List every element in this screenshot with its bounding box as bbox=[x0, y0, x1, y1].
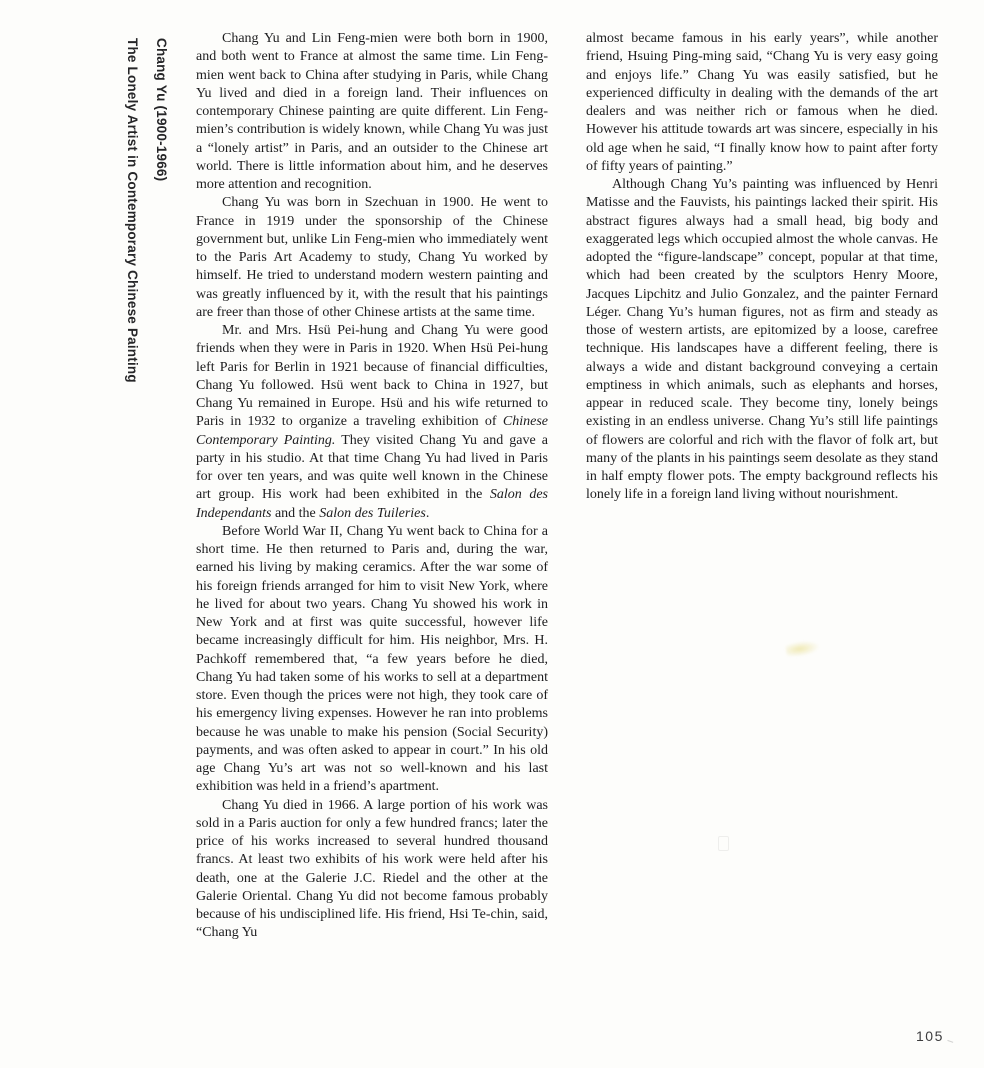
text-run: Chang Yu died in 1966. A large portion of his work was sold in a Paris auction for only a few hundred francs; later the price of his works increased to several hundred thousand francs. At least two exhibits of his work were held after his death, one at the Galerie J.C. Riedel and the other at the Galerie Oriental. Chang Yu did not become famous probably because of his undisciplined life. His friend, Hsi Te-chin, said, “Chang Yu bbox=[196, 797, 548, 941]
paragraph bbox=[196, 30, 548, 194]
paragraph bbox=[586, 176, 938, 505]
text-run: Before World War II, Chang Yu went back to China for a short time. He then returned to Paris and, during the war, earned his living by making ceramics. After the war some of his foreign friends arranged for him to visit New York, where he lived for about two years. Chang Yu showed his work in New York and at first was quite successful, however life became increasingly difficult for him. His neighbor, Mrs. H. Pachkoff remembered that, “a few years before he died, Chang Yu had taken some of his works to sell at a department store. Even though the prices were not high, they took care of his emergency living expenses. However he ran into problems because he was unable to make his pension (Social Security) payments, and was often asked to appear in court.” In his old age Chang Yu’s art was not so well-known and his last exhibition was held in a friend’s apartment. bbox=[196, 523, 548, 795]
text-run: almost became famous in his early years”, while another friend, Hsuing Ping-ming said, “Chang Yu is very easy going and enjoys life.” Chang Yu was easily satisfied, but he experienced difficulty in dealing with the demands of the art dealers and was neither rich or famous when he died. However his attitude towards art was sincere, especially in his old age when he said, “I finally know how to paint after forty of fifty years of painting.” bbox=[586, 31, 938, 174]
chapter-subtitle: The Lonely Artist in Contemporary Chinese Painting bbox=[125, 38, 140, 383]
text-run: They visited Chang Yu and gave a party in his studio. At that time Chang Yu had lived in Paris for over ten years, and was quite well known in the Chinese art group. His work had been exhibited in the bbox=[196, 432, 548, 503]
text-run: Chang Yu and Lin Feng-mien were both born in 1900, and both went to France at almost the same time. Lin Feng-mien went back to China after studying in Paris, while Chang Yu lived and died in a foreign land. Their influences on contemporary Chinese painting are quite different. Lin Feng-mien’s contribution is widely known, while Chang Yu was just a “lonely artist” in Paris, and an outsider to the Chinese art world. There is little information about him, and he deserves more attention and recognition. bbox=[196, 31, 548, 192]
paragraph bbox=[586, 30, 938, 176]
text-run: Mr. and Mrs. Hsü Pei-hung and Chang Yu were good friends when they were in Paris in 1920. When Hsü Pei-hung left Paris for Berlin in 1921 because of financial difficulties, Chang Yu followed. Hsü went back to China in 1927, but Chang Yu remained in Europe. Hsü and his wife returned to Paris in 1932 to organize a traveling exhibition of bbox=[196, 323, 548, 430]
text-run: and the bbox=[271, 505, 320, 521]
sidebar-title-block bbox=[118, 38, 176, 418]
paragraph bbox=[196, 797, 548, 943]
scan-artifact bbox=[947, 1036, 954, 1043]
paragraph bbox=[196, 523, 548, 797]
text-run: Salon des Tuileries bbox=[319, 505, 426, 521]
paragraph bbox=[196, 194, 548, 322]
text-run: . bbox=[425, 505, 430, 521]
paragraph bbox=[196, 322, 548, 523]
chapter-title: Chang Yu (1900-1966) bbox=[154, 38, 169, 182]
left-text-column bbox=[196, 30, 548, 943]
text-run: Chang Yu was born in Szechuan in 1900. He went to France in 1919 under the sponsorship of the Chinese government but, unlike Lin Feng-mien who immediately went to the Paris Art Academy to study, Chang Yu worked by himself. He tried to understand modern western painting and was greatly influenced by it, with the result that his paintings are freer than those of other Chinese artists at the same time. bbox=[196, 195, 548, 320]
text-run: Although Chang Yu’s painting was influenced by Henri Matisse and the Fauvists, his paintings lacked their spirit. His abstract figures always had a small head, big body and exaggerated legs which occupied almost the whole canvas. He adopted the “figure-landscape” concept, popular at that time, which had been created by the sculptors Henry Moore, Jacques Lipchitz and Julio Gonzalez, and the painter Fernard Léger. Chang Yu’s human figures, not as firm and steady as those of western artists, are epitomized by a loose, carefree technique. His landscapes have a different feeling, there is always a wide and distant background conveying a certain emptiness in which animals, such as elephants and horses, appear in reduced scale. They become tiny, lonely beings existing in an endless universe. Chang Yu’s still life paintings of flowers are colorful and rich with the flavor of folk art, but many of the plants in his paintings seem desolate as they stand in half empty flower pots. The empty background reflects his lonely life in a foreign land living without nourishment. bbox=[586, 177, 938, 503]
page-number: 105 bbox=[916, 1028, 944, 1044]
right-text-column bbox=[586, 30, 938, 943]
article-body bbox=[196, 30, 938, 943]
text-run: Salon des Independants bbox=[196, 487, 548, 521]
text-run: Chinese Contemporary Painting. bbox=[196, 414, 548, 448]
